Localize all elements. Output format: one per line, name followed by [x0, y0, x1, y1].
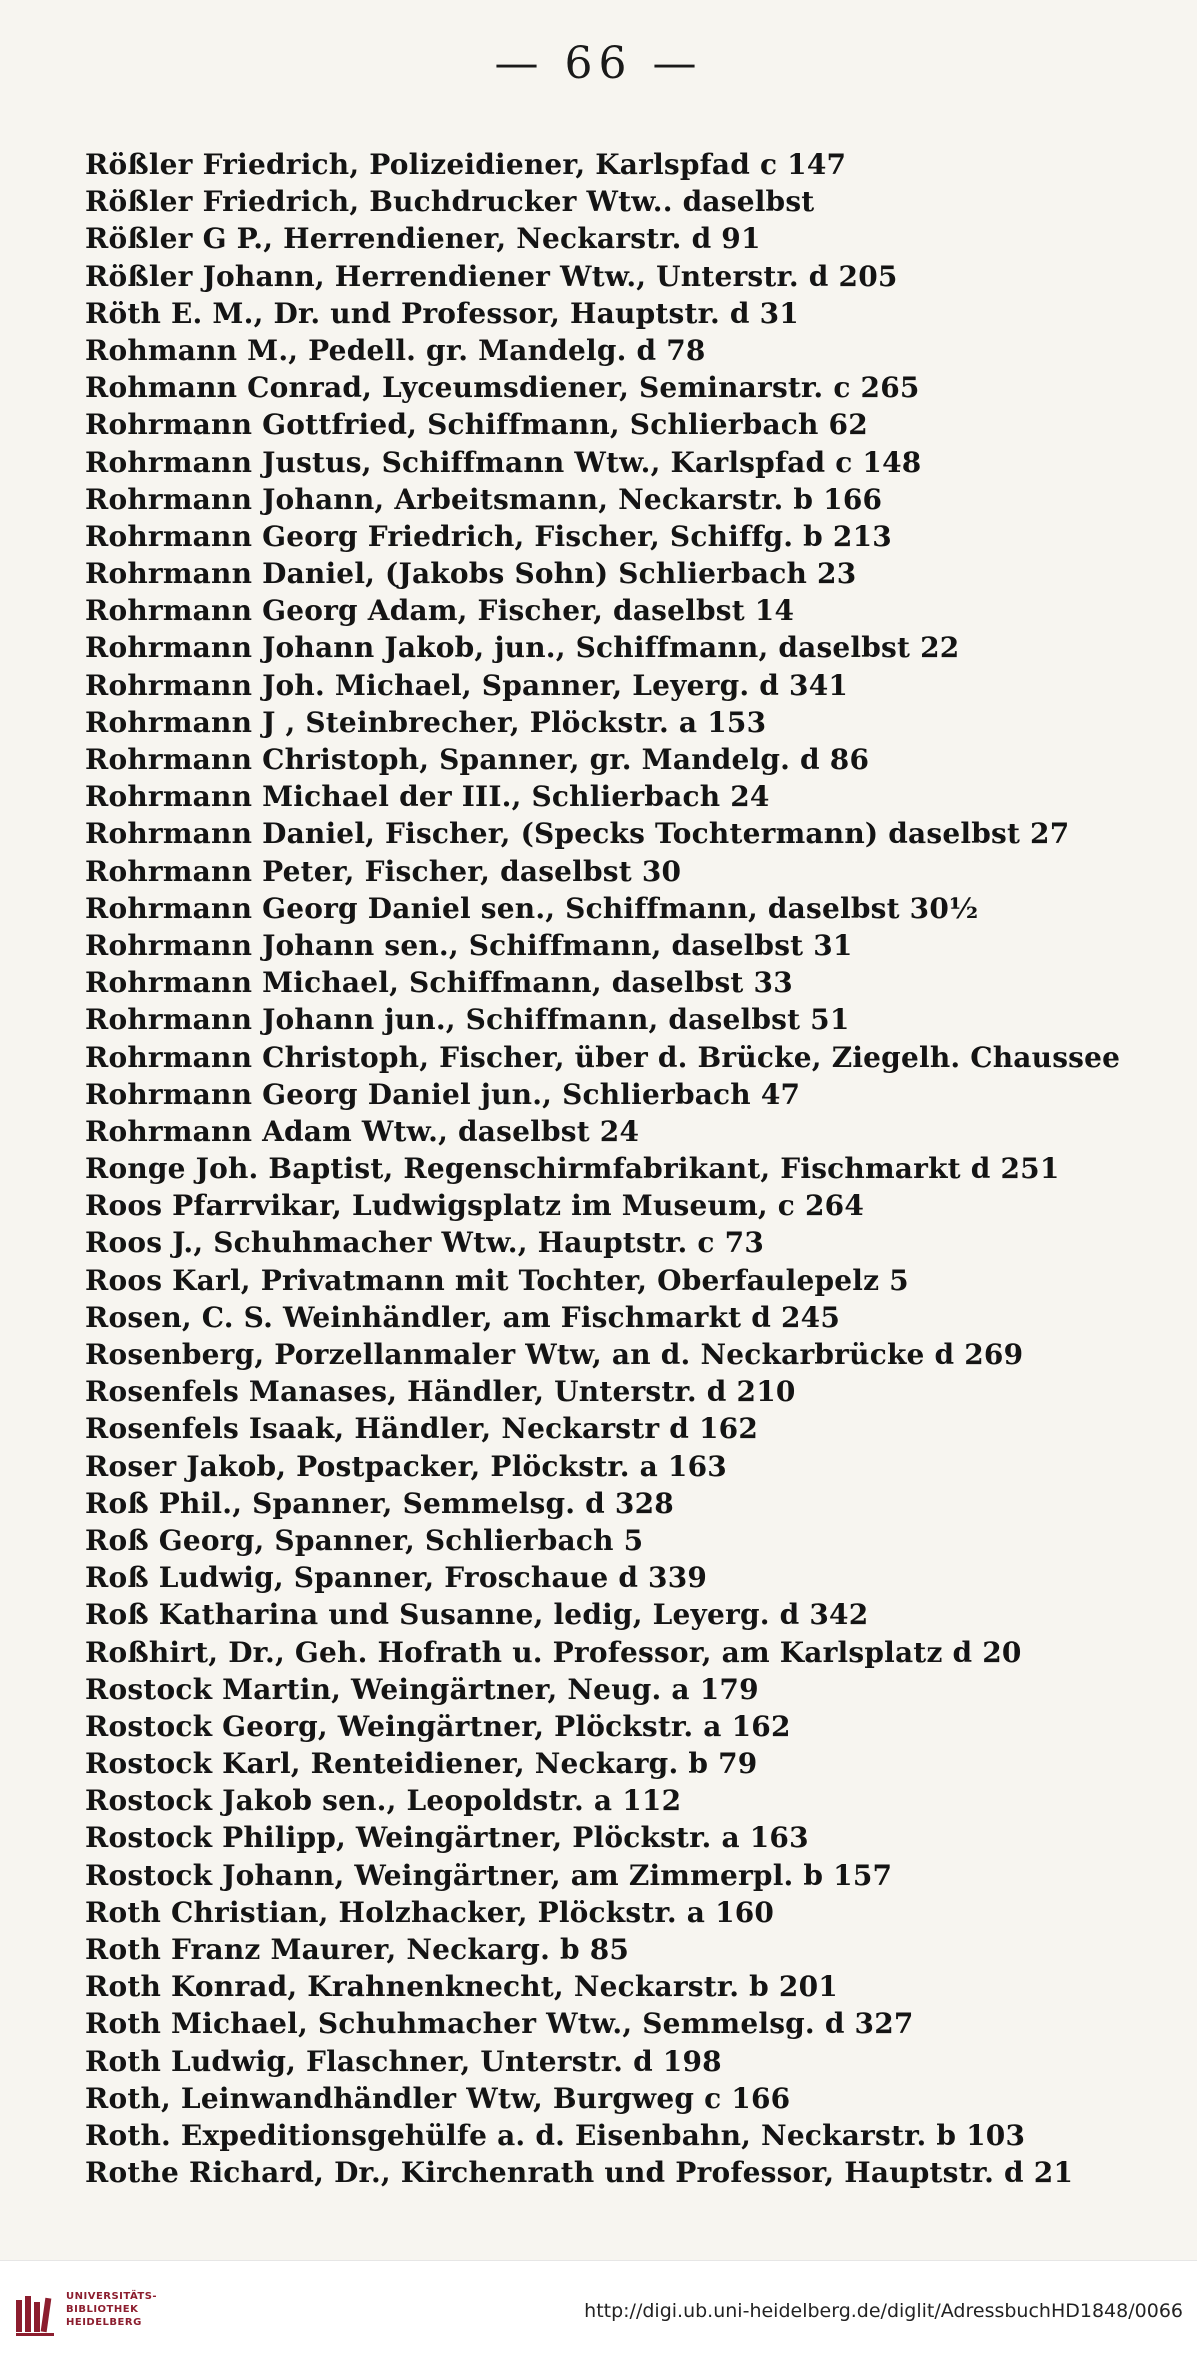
directory-entry: Rosen, C. S. Weinhändler, am Fischmarkt d 245	[85, 1300, 841, 1334]
directory-entry: Rohrmann Gottfried, Schiffmann, Schlierbach 62	[85, 408, 868, 442]
directory-entry: Rohrmann Johann Jakob, jun., Schiffmann, daselbst 22	[85, 631, 960, 665]
directory-entry: Roß Katharina und Susanne, ledig, Leyerg. d 342	[85, 1598, 869, 1632]
directory-entry: Rohrmann Peter, Fischer, daselbst 30	[85, 854, 682, 888]
directory-entry: Rohrmann Georg Daniel jun., Schlierbach 47	[85, 1077, 801, 1111]
directory-entry: Rohrmann J , Steinbrecher, Plöckstr. a 153	[85, 705, 767, 739]
directory-entry: Rostock Jakob sen., Leopoldstr. a 112	[85, 1784, 682, 1818]
directory-entry: Roos J., Schuhmacher Wtw., Hauptstr. c 73	[85, 1226, 764, 1260]
library-name-line: HEIDELBERG	[66, 2317, 142, 2328]
directory-entry: Rostock Philipp, Weingärtner, Plöckstr. a 163	[85, 1821, 809, 1855]
page-number: — 66 —	[494, 38, 703, 89]
directory-entry: Rostock Georg, Weingärtner, Plöckstr. a 162	[85, 1709, 791, 1743]
directory-entry: Rohrmann Joh. Michael, Spanner, Leyerg. d 341	[85, 668, 849, 702]
directory-entry: Rothe Richard, Dr., Kirchenrath und Professor, Hauptstr. d 21	[85, 2156, 1074, 2190]
directory-entry: Roos Pfarrvikar, Ludwigsplatz im Museum, c 264	[85, 1189, 865, 1223]
directory-entry: Rößler Friedrich, Polizeidiener, Karlspfad c 147	[85, 148, 847, 181]
directory-entry: Rohrmann Justus, Schiffmann Wtw., Karlspfad c 148	[85, 445, 922, 479]
directory-entry: Rohrmann Michael der III., Schlierbach 24	[85, 780, 770, 814]
directory-entry: Rostock Johann, Weingärtner, am Zimmerpl. b 157	[85, 1858, 893, 1892]
directory-entry: Röth E. M., Dr. und Professor, Hauptstr. d 31	[85, 296, 799, 330]
directory-entry: Roth, Leinwandhändler Wtw, Burgweg c 166	[85, 2081, 791, 2115]
library-name-line: UNIVERSITÄTS-	[66, 2291, 158, 2302]
directory-entry: Rößler G P., Herrendiener, Neckarstr. d 91	[85, 222, 761, 256]
directory-entry: Rohmann M., Pedell. gr. Mandelg. d 78	[85, 333, 706, 367]
directory-entry: Rößler Friedrich, Buchdrucker Wtw.. daselbst	[85, 185, 815, 219]
directory-entry: Rohrmann Daniel, Fischer, (Specks Tochtermann) daselbst 27	[85, 817, 1070, 851]
library-name	[66, 2290, 157, 2329]
directory-entry: Rohrmann Georg Adam, Fischer, daselbst 14	[85, 594, 795, 628]
library-name-line: BIBLIOTHEK	[66, 2304, 139, 2315]
university-library-logo-icon	[14, 2294, 58, 2338]
directory-entry: Rohmann Conrad, Lyceumsdiener, Seminarstr. c 265	[85, 371, 920, 405]
directory-entry: Roth Konrad, Krahnenknecht, Neckarstr. b 201	[85, 1970, 838, 2004]
directory-entry: Roß Georg, Spanner, Schlierbach 5	[85, 1523, 644, 1557]
directory-entry: Rostock Martin, Weingärtner, Neug. a 179	[85, 1672, 759, 1706]
directory-entry: Roos Karl, Privatmann mit Tochter, Oberfaulepelz 5	[85, 1263, 909, 1297]
directory-entry: Roth Franz Maurer, Neckarg. b 85	[85, 1933, 630, 1966]
directory-entry: Ronge Joh. Baptist, Regenschirmfabrikant, Fischmarkt d 251	[85, 1152, 1060, 1186]
directory-entry: Roth Christian, Holzhacker, Plöckstr. a 160	[85, 1895, 775, 1929]
directory-entry: Rohrmann Johann, Arbeitsmann, Neckarstr. b 166	[85, 482, 883, 516]
directory-entry: Rohrmann Adam Wtw., daselbst 24	[85, 1114, 640, 1148]
directory-entry: Roß Ludwig, Spanner, Froschaue d 339	[85, 1561, 708, 1595]
directory-entry: Rohrmann Christoph, Spanner, gr. Mandelg. d 86	[85, 743, 870, 776]
directory-entry: Roß Phil., Spanner, Semmelsg. d 328	[85, 1486, 674, 1520]
directory-entry: Rosenfels Isaak, Händler, Neckarstr d 162	[85, 1412, 759, 1446]
directory-entry: Roth Michael, Schuhmacher Wtw., Semmelsg. d 327	[85, 2007, 914, 2041]
directory-entry: Rohrmann Daniel, (Jakobs Sohn) Schlierbach 23	[85, 557, 857, 591]
directory-entry: Rohrmann Georg Daniel sen., Schiffmann, daselbst 30½	[85, 891, 979, 925]
directory-entry: Rohrmann Christoph, Fischer, über d. Brücke, Ziegelh. Chaussee	[85, 1040, 1121, 1074]
directory-entry: Rohrmann Georg Friedrich, Fischer, Schiffg. b 213	[85, 519, 892, 553]
directory-entry: Rohrmann Michael, Schiffmann, daselbst 33	[85, 966, 793, 1000]
directory-entry: Roth. Expeditionsgehülfe a. d. Eisenbahn, Neckarstr. b 103	[85, 2118, 1026, 2152]
directory-entry: Rosenfels Manases, Händler, Unterstr. d 210	[85, 1375, 796, 1409]
directory-entry: Roth Ludwig, Flaschner, Unterstr. d 198	[85, 2044, 722, 2078]
directory-entry: Rostock Karl, Renteidiener, Neckarg. b 79	[85, 1747, 758, 1781]
source-url[interactable]: http://digi.ub.uni-heidelberg.de/diglit/AdressbuchHD1848/0066	[584, 2300, 1183, 2322]
directory-entry: Rößler Johann, Herrendiener Wtw., Unterstr. d 205	[85, 259, 898, 293]
directory-entry: Roßhirt, Dr., Geh. Hofrath u. Professor, am Karlsplatz d 20	[85, 1635, 1022, 1669]
directory-entry: Rohrmann Johann jun., Schiffmann, daselbst 51	[85, 1003, 850, 1037]
directory-entry: Rohrmann Johann sen., Schiffmann, daselbst 31	[85, 928, 853, 962]
directory-entry: Rosenberg, Porzellanmaler Wtw, an d. Neckarbrücke d 269	[85, 1338, 1024, 1371]
directory-entry: Roser Jakob, Postpacker, Plöckstr. a 163	[85, 1449, 727, 1483]
directory-entries	[85, 146, 1185, 2191]
